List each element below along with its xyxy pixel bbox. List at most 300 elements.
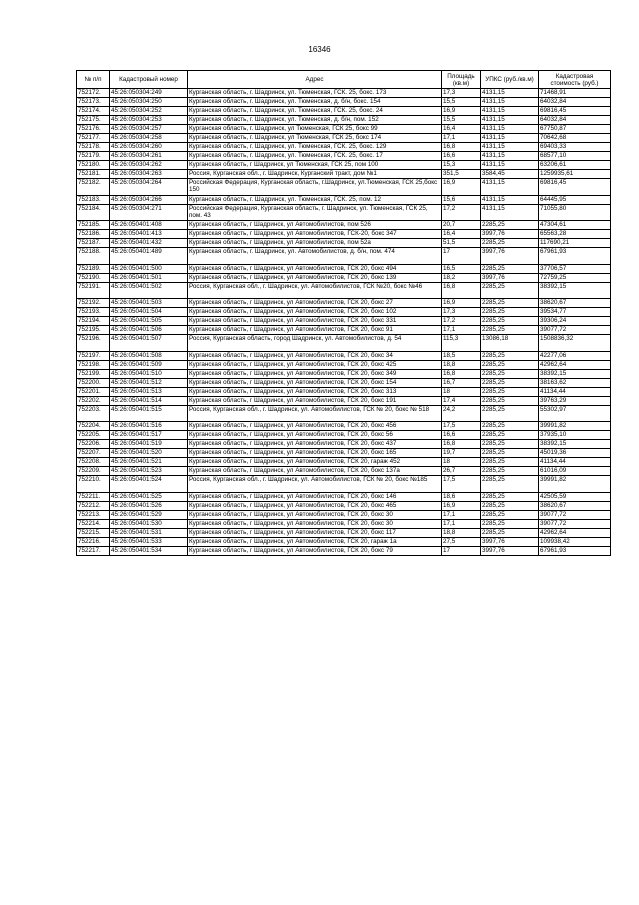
upks-cell: 2285,25 [481, 326, 539, 335]
upks-cell: 13086,18 [481, 335, 539, 352]
cadastral-cost-cell: 37935,10 [539, 431, 611, 440]
row-number-cell: 752175. [77, 116, 110, 125]
address-cell: Курганская область, г Шадринск, ул Автомобилистов, ГСК 20, бокс 102 [188, 308, 442, 317]
table-row [77, 98, 611, 107]
address-cell: Курганская область, г Шадринск, ул Автомобилистов, ГСК 20, бокс 27 [188, 299, 442, 308]
table-row [77, 458, 611, 467]
address-cell: Курганская область, г Шадринск, ул Автомобилистов, ГСК 20, бокс 56 [188, 431, 442, 440]
cadastral-number-cell: 45:26:050401:514 [110, 396, 188, 405]
upks-cell: 2285,25 [481, 369, 539, 378]
cadastral-number-cell: 45:26:050401:534 [110, 546, 188, 555]
cadastral-value-table [76, 70, 611, 556]
upks-cell: 4131,15 [481, 152, 539, 161]
cadastral-cost-cell: 39306,24 [539, 317, 611, 326]
row-number-cell: 752216. [77, 537, 110, 546]
row-number-cell: 752215. [77, 528, 110, 537]
upks-cell: 2285,25 [481, 282, 539, 299]
area-cell: 51,5 [442, 239, 481, 248]
area-cell: 17,5 [442, 422, 481, 431]
address-cell: Курганская область, г. Шадринск, ул. Тюменская, ГСК. 25, бокс. 173 [188, 89, 442, 98]
cadastral-cost-cell: 42962,64 [539, 360, 611, 369]
upks-cell: 2285,25 [481, 492, 539, 501]
cadastral-number-cell: 45:26:050304:263 [110, 170, 188, 179]
row-number-cell: 752200. [77, 378, 110, 387]
table-row [77, 317, 611, 326]
cadastral-number-cell: 45:26:050401:506 [110, 326, 188, 335]
row-number-cell: 752189. [77, 264, 110, 273]
upks-cell: 2285,25 [481, 440, 539, 449]
cadastral-number-cell: 45:26:050304:264 [110, 179, 188, 196]
cadastral-cost-cell: 70642,68 [539, 134, 611, 143]
page-number: 16346 [308, 45, 331, 54]
cadastral-cost-cell: 39534,77 [539, 308, 611, 317]
address-cell: Курганская область, г Шадринск, ул Автомобилистов, пом 52а [188, 239, 442, 248]
upks-cell: 4131,15 [481, 89, 539, 98]
table-row [77, 195, 611, 204]
row-number-cell: 752208. [77, 458, 110, 467]
upks-cell: 3997,76 [481, 537, 539, 546]
table-row [77, 431, 611, 440]
cadastral-number-cell: 45:26:050401:515 [110, 405, 188, 422]
area-cell: 17,3 [442, 89, 481, 98]
upks-cell: 2285,25 [481, 317, 539, 326]
table-row [77, 476, 611, 493]
table-row [77, 170, 611, 179]
address-cell: Курганская область, г Шадринск, ул Автомобилистов, ГСК 20, бокс 456 [188, 422, 442, 431]
cadastral-number-cell: 45:26:050401:520 [110, 449, 188, 458]
address-cell: Курганская область, г Шадринск, ул Автомобилистов, ГСК 20, бокс 30 [188, 519, 442, 528]
upks-cell: 2285,25 [481, 387, 539, 396]
area-cell: 16,8 [442, 440, 481, 449]
upks-cell: 4131,15 [481, 116, 539, 125]
area-cell: 16,6 [442, 152, 481, 161]
cadastral-cost-cell: 39991,82 [539, 422, 611, 431]
row-number-cell: 752182. [77, 179, 110, 196]
cadastral-cost-cell: 64445,95 [539, 195, 611, 204]
address-cell: Курганская область, г. Шадринск, ул. Тюменская, д. б/н, бокс. 154 [188, 98, 442, 107]
upks-cell: 2285,25 [481, 360, 539, 369]
address-cell: Курганская область, г. Шадринск, ул Тюменская, ГСК 25, бокс 174 [188, 134, 442, 143]
cadastral-cost-cell: 72759,25 [539, 273, 611, 282]
upks-cell: 4131,15 [481, 125, 539, 134]
cadastral-cost-cell: 42962,64 [539, 528, 611, 537]
address-cell: Курганская область, г Шадринск, ул Автомобилистов, ГСК 20, бокс 191 [188, 396, 442, 405]
address-cell: Курганская область, г Шадринск, ул Автомобилистов, ГСК 20, бокс 91 [188, 326, 442, 335]
upks-cell: 2285,25 [481, 467, 539, 476]
row-number-cell: 752214. [77, 519, 110, 528]
cadastral-cost-cell: 69816,45 [539, 179, 611, 196]
row-number-cell: 752217. [77, 546, 110, 555]
area-cell: 115,3 [442, 335, 481, 352]
cadastral-cost-cell: 69816,45 [539, 107, 611, 116]
upks-cell: 2285,25 [481, 458, 539, 467]
upks-cell: 2285,25 [481, 299, 539, 308]
cadastral-cost-cell: 64032,84 [539, 98, 611, 107]
upks-cell: 2285,25 [481, 221, 539, 230]
row-number-cell: 752179. [77, 152, 110, 161]
row-number-cell: 752211. [77, 492, 110, 501]
address-cell: Курганская область, г Шадринск, ул Автомобилистов, ГСК 20, бокс 117 [188, 528, 442, 537]
area-cell: 18,5 [442, 351, 481, 360]
upks-cell: 2285,25 [481, 308, 539, 317]
row-number-cell: 752181. [77, 170, 110, 179]
cadastral-number-cell: 45:26:050401:408 [110, 221, 188, 230]
cadastral-cost-cell: 42505,59 [539, 492, 611, 501]
upks-cell: 3997,76 [481, 546, 539, 555]
row-number-cell: 752192. [77, 299, 110, 308]
area-cell: 17,2 [442, 204, 481, 221]
area-cell: 16,7 [442, 378, 481, 387]
table-row [77, 179, 611, 196]
table-row [77, 273, 611, 282]
address-cell: Российская Федерация, Курганская область, г.Шадринск, ул.Тюменская, ГСК 25,бокс 150 [188, 179, 442, 196]
cadastral-number-cell: 45:26:050401:413 [110, 230, 188, 239]
area-cell: 16,8 [442, 282, 481, 299]
cadastral-number-cell: 45:26:050401:503 [110, 299, 188, 308]
upks-cell: 4131,15 [481, 161, 539, 170]
row-number-cell: 752188. [77, 248, 110, 265]
row-number-cell: 752177. [77, 134, 110, 143]
table-row [77, 378, 611, 387]
cadastral-number-cell: 45:26:050401:523 [110, 467, 188, 476]
area-cell: 16,8 [442, 369, 481, 378]
row-number-cell: 752202. [77, 396, 110, 405]
address-cell: Курганская область, г Шадринск, ул Автомобилистов, ГСК 20, бокс 34 [188, 351, 442, 360]
cadastral-number-cell: 45:26:050304:262 [110, 161, 188, 170]
upks-cell: 2285,25 [481, 422, 539, 431]
cadastral-cost-cell: 39991,82 [539, 476, 611, 493]
table-row [77, 152, 611, 161]
row-number-cell: 752186. [77, 230, 110, 239]
table-row [77, 107, 611, 116]
cadastral-number-cell: 45:26:050401:519 [110, 440, 188, 449]
address-cell: Россия, Курганская обл., г. Шадринск, ул. Автомобилистов, ГСК № 20, бокс №185 [188, 476, 442, 493]
upks-cell: 3997,76 [481, 273, 539, 282]
cadastral-number-cell: 45:26:050401:521 [110, 458, 188, 467]
row-number-cell: 752213. [77, 510, 110, 519]
row-number-cell: 752174. [77, 107, 110, 116]
upks-cell: 2285,25 [481, 396, 539, 405]
area-cell: 351,5 [442, 170, 481, 179]
row-number-cell: 752196. [77, 335, 110, 352]
table-row [77, 501, 611, 510]
cadastral-number-cell: 45:26:050304:250 [110, 98, 188, 107]
cadastral-cost-cell: 47304,61 [539, 221, 611, 230]
upks-cell: 4131,15 [481, 107, 539, 116]
cadastral-cost-cell: 64032,84 [539, 116, 611, 125]
cadastral-number-cell: 45:26:050401:504 [110, 308, 188, 317]
row-number-cell: 752187. [77, 239, 110, 248]
table-row [77, 405, 611, 422]
table-row [77, 89, 611, 98]
cadastral-number-cell: 45:26:050304:266 [110, 195, 188, 204]
table-row [77, 161, 611, 170]
area-cell: 18,8 [442, 360, 481, 369]
row-number-cell: 752195. [77, 326, 110, 335]
address-cell: Курганская область, г Шадринск, ул Автомобилистов, ГСК 20, бокс 437 [188, 440, 442, 449]
row-number-cell: 752191. [77, 282, 110, 299]
address-cell: Курганская область, г Шадринск, ул Автомобилистов, ГСК 20, бокс 165 [188, 449, 442, 458]
table-row [77, 449, 611, 458]
area-cell: 17,4 [442, 396, 481, 405]
area-cell: 18,8 [442, 528, 481, 537]
upks-cell: 4131,15 [481, 134, 539, 143]
cadastral-cost-cell: 38163,62 [539, 378, 611, 387]
cadastral-cost-cell: 38392,15 [539, 440, 611, 449]
row-number-cell: 752210. [77, 476, 110, 493]
address-cell: Курганская область, г. Шадринск, ул Тюменская, ГСК 25, бокс 99 [188, 125, 442, 134]
area-cell: 18,2 [442, 273, 481, 282]
row-number-cell: 752183. [77, 195, 110, 204]
cadastral-number-cell: 45:26:050401:508 [110, 351, 188, 360]
row-number-cell: 752198. [77, 360, 110, 369]
cadastral-number-cell: 45:26:050401:432 [110, 239, 188, 248]
row-number-cell: 752207. [77, 449, 110, 458]
cadastral-cost-cell: 67961,93 [539, 248, 611, 265]
cadastral-cost-cell: 69403,33 [539, 143, 611, 152]
area-cell: 17,1 [442, 510, 481, 519]
row-number-cell: 752173. [77, 98, 110, 107]
address-cell: Курганская область, г Шадринск, ул Автомобилистов, пом 526 [188, 221, 442, 230]
cadastral-number-cell: 45:26:050401:530 [110, 519, 188, 528]
table-row [77, 519, 611, 528]
row-number-cell: 752205. [77, 431, 110, 440]
cadastral-number-cell: 45:26:050304:260 [110, 143, 188, 152]
cadastral-number-cell: 45:26:050401:502 [110, 282, 188, 299]
upks-cell: 4131,15 [481, 204, 539, 221]
area-cell: 26,7 [442, 467, 481, 476]
upks-cell: 2285,25 [481, 378, 539, 387]
table-row [77, 221, 611, 230]
cadastral-number-cell: 45:26:050304:261 [110, 152, 188, 161]
table-row [77, 467, 611, 476]
address-cell: Курганская область, г Шадринск, ул Автомобилистов, ГСК 20, бокс 494 [188, 264, 442, 273]
cadastral-number-cell: 45:26:050304:253 [110, 116, 188, 125]
cadastral-cost-cell: 65563,28 [539, 230, 611, 239]
row-number-cell: 752176. [77, 125, 110, 134]
address-cell: Курганская область, г. Шадринск, ул. Тюменская, д. б/н, пом. 152 [188, 116, 442, 125]
row-number-cell: 752184. [77, 204, 110, 221]
area-cell: 18 [442, 458, 481, 467]
row-number-cell: 752203. [77, 405, 110, 422]
table-row [77, 134, 611, 143]
upks-cell: 4131,15 [481, 179, 539, 196]
cadastral-number-cell: 45:26:050304:258 [110, 134, 188, 143]
address-cell: Курганская область, г Шадринск, ул Тюменская, ГСК 25, пом 100 [188, 161, 442, 170]
upks-cell: 3997,76 [481, 248, 539, 265]
upks-cell: 3997,76 [481, 230, 539, 239]
row-number-cell: 752194. [77, 317, 110, 326]
address-cell: Курганская область, г Шадринск, ул Автомобилистов, ГСК 20, бокс 465 [188, 501, 442, 510]
address-cell: Россия, Курганская обл., г. Шадринск, Курганский тракт, дом №1 [188, 170, 442, 179]
cadastral-number-cell: 45:26:050401:529 [110, 510, 188, 519]
cadastral-cost-cell: 71468,91 [539, 89, 611, 98]
table-row [77, 537, 611, 546]
table-row [77, 510, 611, 519]
cadastral-cost-cell: 109938,42 [539, 537, 611, 546]
cadastral-cost-cell: 38392,15 [539, 282, 611, 299]
table-row [77, 143, 611, 152]
cadastral-number-cell: 45:26:050401:507 [110, 335, 188, 352]
area-cell: 17 [442, 546, 481, 555]
cadastral-number-cell: 45:26:050304:271 [110, 204, 188, 221]
address-cell: Курганская область, г. Шадринск, ул. Тюменская, ГСК. 25, бокс. 24 [188, 107, 442, 116]
upks-cell: 2285,25 [481, 239, 539, 248]
cadastral-number-cell: 45:26:050401:501 [110, 273, 188, 282]
upks-cell: 4131,15 [481, 143, 539, 152]
upks-cell: 4131,15 [481, 98, 539, 107]
table-row [77, 360, 611, 369]
table-row [77, 396, 611, 405]
table-row [77, 326, 611, 335]
cadastral-number-cell: 45:26:050401:489 [110, 248, 188, 265]
area-cell: 15,3 [442, 161, 481, 170]
cadastral-cost-cell: 38620,67 [539, 299, 611, 308]
upks-cell: 2285,25 [481, 501, 539, 510]
cadastral-number-cell: 45:26:050401:516 [110, 422, 188, 431]
area-cell: 16,4 [442, 125, 481, 134]
cadastral-cost-cell: 68577,10 [539, 152, 611, 161]
table-row [77, 239, 611, 248]
address-cell: Курганская область, г. Шадринск, ул. Тюменская, ГСК. 25, бокс. 129 [188, 143, 442, 152]
row-number-cell: 752178. [77, 143, 110, 152]
row-number-cell: 752209. [77, 467, 110, 476]
cadastral-number-cell: 45:26:050304:257 [110, 125, 188, 134]
table-row [77, 230, 611, 239]
cadastral-number-cell: 45:26:050304:249 [110, 89, 188, 98]
header-upks: УПКС (руб./кв.м) [481, 71, 539, 89]
row-number-cell: 752190. [77, 273, 110, 282]
cadastral-number-cell: 45:26:050401:526 [110, 501, 188, 510]
area-cell: 16,9 [442, 107, 481, 116]
cadastral-number-cell: 45:26:050401:531 [110, 528, 188, 537]
area-cell: 15,5 [442, 98, 481, 107]
table-row [77, 387, 611, 396]
cadastral-cost-cell: 41134,44 [539, 458, 611, 467]
address-cell: Курганская область, г Шадринск, ул Автомобилистов, ГСК 20, бокс 146 [188, 492, 442, 501]
table-row [77, 369, 611, 378]
area-cell: 15,6 [442, 195, 481, 204]
cadastral-number-cell: 45:26:050401:509 [110, 360, 188, 369]
area-cell: 20,7 [442, 221, 481, 230]
area-cell: 17,2 [442, 317, 481, 326]
cadastral-number-cell: 45:26:050401:533 [110, 537, 188, 546]
upks-cell: 2285,25 [481, 519, 539, 528]
row-number-cell: 752204. [77, 422, 110, 431]
area-cell: 18 [442, 387, 481, 396]
area-cell: 16,4 [442, 230, 481, 239]
area-cell: 16,9 [442, 179, 481, 196]
cadastral-number-cell: 45:26:050401:525 [110, 492, 188, 501]
area-cell: 18,6 [442, 492, 481, 501]
area-cell: 17,1 [442, 519, 481, 528]
address-cell: Россия, Курганская обл., г. Шадринск, ул. Автомобилистов, ГСК № 20, бокс № 518 [188, 405, 442, 422]
area-cell: 16,9 [442, 501, 481, 510]
cadastral-cost-cell: 61016,09 [539, 467, 611, 476]
row-number-cell: 752201. [77, 387, 110, 396]
upks-cell: 2285,25 [481, 476, 539, 493]
table-header-row [77, 71, 611, 89]
row-number-cell: 752199. [77, 369, 110, 378]
cadastral-cost-cell: 39077,72 [539, 326, 611, 335]
cadastral-number-cell: 45:26:050401:513 [110, 387, 188, 396]
cadastral-cost-cell: 117690,21 [539, 239, 611, 248]
table-row [77, 492, 611, 501]
table-row [77, 351, 611, 360]
area-cell: 19,7 [442, 449, 481, 458]
address-cell: Курганская область, г Шадринск, ул Автомобилистов, ГСК 20, бокс 349 [188, 369, 442, 378]
address-cell: Курганская область, г Шадринск, ул Автомобилистов, ГСК 20, бокс 154 [188, 378, 442, 387]
header-cadastral-number: Кадастровый номер [110, 71, 188, 89]
cadastral-cost-cell: 39077,72 [539, 519, 611, 528]
cadastral-cost-cell: 45019,36 [539, 449, 611, 458]
cadastral-cost-cell: 41134,44 [539, 387, 611, 396]
area-cell: 17,1 [442, 326, 481, 335]
cadastral-cost-cell: 42277,06 [539, 351, 611, 360]
address-cell: Курганская область, г Шадринск, ул Автомобилистов, ГСК-20, бокс 347 [188, 230, 442, 239]
table-row [77, 116, 611, 125]
table-row [77, 204, 611, 221]
table-row [77, 335, 611, 352]
cadastral-cost-cell: 67961,93 [539, 546, 611, 555]
table-row [77, 299, 611, 308]
area-cell: 17 [442, 248, 481, 265]
area-cell: 24,2 [442, 405, 481, 422]
upks-cell: 2285,25 [481, 431, 539, 440]
cadastral-cost-cell: 1259935,61 [539, 170, 611, 179]
table-row [77, 440, 611, 449]
area-cell: 17,1 [442, 134, 481, 143]
area-cell: 17,5 [442, 476, 481, 493]
address-cell: Курганская область, г Шадринск, ул Автомобилистов, ГСК 20, бокс 331 [188, 317, 442, 326]
address-cell: Курганская область, г Шадринск, ул Автомобилистов, ГСК 20, бокс 139 [188, 273, 442, 282]
address-cell: Курганская область, г. Шадринск, ул. Тюменская, ГСК. 25, пом. 12 [188, 195, 442, 204]
cadastral-number-cell: 45:26:050304:252 [110, 107, 188, 116]
address-cell: Курганская область, г Шадринск, ул Автомобилистов, ГСК 20, гараж 452 [188, 458, 442, 467]
cadastral-number-cell: 45:26:050401:524 [110, 476, 188, 493]
table-row [77, 546, 611, 555]
area-cell: 16,9 [442, 299, 481, 308]
address-cell: Курганская область, г Шадринск, ул Автомобилистов, ГСК 20, бокс 425 [188, 360, 442, 369]
area-cell: 16,6 [442, 431, 481, 440]
upks-cell: 2285,25 [481, 449, 539, 458]
cadastral-cost-cell: 39763,29 [539, 396, 611, 405]
cadastral-number-cell: 45:26:050401:510 [110, 369, 188, 378]
address-cell: Курганская область, г. Шадринск, ул. Тюменская, ГСК. 25, бокс. 17 [188, 152, 442, 161]
cadastral-cost-cell: 1508836,32 [539, 335, 611, 352]
address-cell: Россия, Курганская обл., г. Шадринск, ул. Автомобилистов, ГСК №20, бокс №46 [188, 282, 442, 299]
cadastral-cost-cell: 38392,15 [539, 369, 611, 378]
cadastral-cost-cell: 38620,67 [539, 501, 611, 510]
row-number-cell: 752172. [77, 89, 110, 98]
cadastral-number-cell: 45:26:050401:505 [110, 317, 188, 326]
address-cell: Курганская область, г Шадринск, ул Автомобилистов, ГСК 20, бокс 79 [188, 546, 442, 555]
upks-cell: 2285,25 [481, 528, 539, 537]
cadastral-cost-cell: 37706,57 [539, 264, 611, 273]
header-cadastral-cost: Кадастровая стоимость (руб.) [539, 71, 611, 89]
header-address: Адрес [188, 71, 442, 89]
upks-cell: 4131,15 [481, 195, 539, 204]
area-cell: 15,5 [442, 116, 481, 125]
cadastral-number-cell: 45:26:050401:500 [110, 264, 188, 273]
address-cell: Курганская область, г Шадринск, ул Автомобилистов, ГСК 20, гараж 1а [188, 537, 442, 546]
table-row [77, 528, 611, 537]
cadastral-cost-cell: 67750,87 [539, 125, 611, 134]
row-number-cell: 752197. [77, 351, 110, 360]
upks-cell: 2285,25 [481, 510, 539, 519]
area-cell: 17,3 [442, 308, 481, 317]
upks-cell: 2285,25 [481, 264, 539, 273]
